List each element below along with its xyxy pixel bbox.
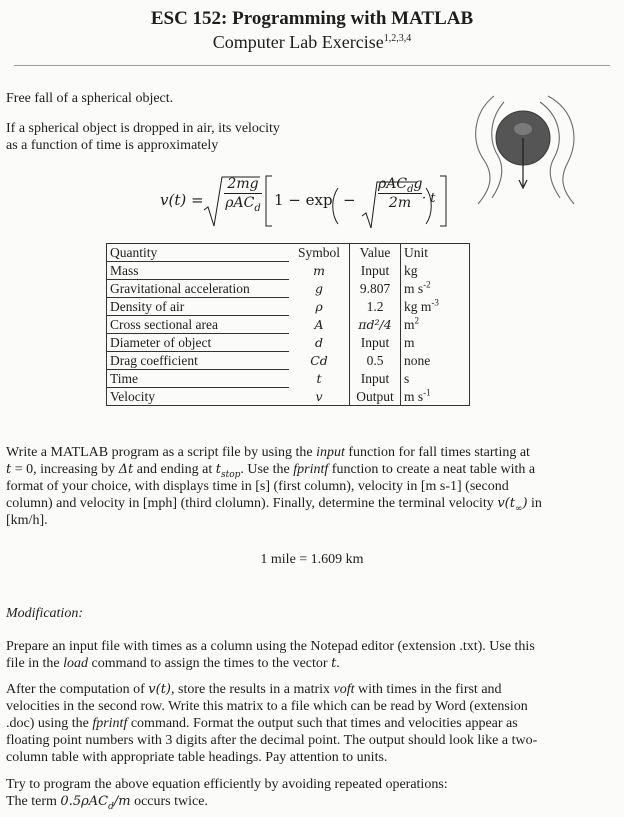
table-cell: Diameter of object	[107, 334, 290, 352]
formula-fraction-2: ρAC$_d$g 2m	[378, 176, 423, 211]
table-cell: t	[289, 370, 350, 388]
table-cell: 1.2	[350, 298, 401, 316]
table-row	[107, 316, 470, 334]
task-line-3: format of your choice, with displays time in [s] (first column), velocity in [m s-1] (second	[6, 479, 509, 494]
table-row	[107, 298, 470, 316]
header-symbol: Symbol	[289, 244, 350, 262]
formula-minus: −	[343, 191, 356, 209]
table-cell: m $s^{-1}$	[401, 388, 470, 406]
airflow-line-right-outer	[548, 96, 574, 204]
table-cell: Input	[350, 370, 401, 388]
airflow-line-left-outer	[476, 96, 494, 204]
table-cell: Drag coefficient	[107, 352, 290, 370]
velocity-formula	[160, 170, 450, 232]
formula-fraction-1: 2mg ρAC$_d$	[225, 176, 261, 214]
table-row	[107, 334, 470, 352]
table-cell: m	[401, 334, 470, 352]
table-cell: ρ	[289, 298, 350, 316]
quantities-table	[106, 243, 470, 406]
formula-lhs: v(t) =	[160, 191, 204, 209]
table-cell: s	[401, 370, 470, 388]
table-cell: Input	[350, 262, 401, 280]
intro-line-1: If a spherical object is dropped in air, its velocity	[6, 121, 280, 136]
table-row	[107, 280, 470, 298]
table-cell: Gravitational acceleration	[107, 280, 290, 298]
header-value: Value	[350, 244, 401, 262]
table-row	[107, 352, 470, 370]
table-cell: Density of air	[107, 298, 290, 316]
table-cell: Cd	[289, 352, 350, 370]
table-cell: none	[401, 352, 470, 370]
table-cell: m	[289, 262, 350, 280]
table-header-row	[107, 244, 470, 262]
table-cell: Input	[350, 334, 401, 352]
modification-paragraph-2: After the computation of v(t), store the results in a matrix voft with times in the first and velocities in the second row. Write this matrix to a file which can be read by Word (extension .doc) using the fprintf command. Format the output such that times and velocities appear as floating point numbers with 3 digits after the decimal point. The output should look like a two- column table with appropriate table headings. Pay attention to units.	[6, 682, 538, 765]
table-cell: m $s^{-2}$	[401, 280, 470, 298]
table-cell: 9.807	[350, 280, 401, 298]
header-unit: Unit	[401, 244, 470, 262]
task-paragraph	[6, 444, 618, 529]
table-row	[107, 262, 470, 280]
table-row	[107, 370, 470, 388]
formula-one-minus-exp: 1 − exp	[274, 191, 333, 209]
table-cell: Time	[107, 370, 290, 388]
modification-paragraph-3: Try to program the above equation efficiently by avoiding repeated operations: The term 0.5ρAC$_d$/m occurs twice.	[6, 777, 448, 812]
table-cell: $m^2$	[401, 316, 470, 334]
document-title: ESC 152: Programming with MATLAB	[150, 8, 474, 29]
table-cell: Mass	[107, 262, 290, 280]
mile-conversion: 1 mile = 1.609 km	[260, 552, 364, 567]
modification-paragraph-1: Prepare an input file with times as a column using the Notepad editor (extension .txt). Use this file in the load command to assign the times to the vector t.	[6, 639, 535, 671]
intro-heading: Free fall of a spherical object.	[6, 91, 174, 106]
table-cell: d	[289, 334, 350, 352]
sphere-highlight	[514, 123, 532, 135]
table-cell: kg $m^{-3}$	[401, 298, 470, 316]
task-line-5: [km/h].	[6, 513, 48, 528]
header-quantity: Quantity	[107, 244, 290, 262]
table-cell: v	[289, 388, 350, 406]
table-cell: 0.5	[350, 352, 401, 370]
table-cell: kg	[401, 262, 470, 280]
task-line-2: t = 0, increasing by Δt and ending at $t_{stop}$. Use the fprintf function to create a neat table with a	[6, 462, 536, 480]
table-cell: Velocity	[107, 388, 290, 406]
table-cell: πd²/4	[350, 316, 401, 334]
header-divider	[14, 65, 610, 66]
table-cell: Cross sectional area	[107, 316, 290, 334]
table-row	[107, 388, 470, 406]
intro-line-2: as a function of time is approximately	[6, 138, 219, 153]
task-line-1: Write a MATLAB program as a script file by using the input function for fall times starting at	[6, 445, 530, 460]
document-subtitle: Computer Lab Exercise$^{1,2,3,4}$	[212, 32, 412, 52]
modification-heading: Modification:	[6, 606, 83, 621]
falling-sphere-illustration	[466, 82, 586, 212]
table-cell: A	[289, 316, 350, 334]
table-cell: g	[289, 280, 350, 298]
task-line-4: column) and velocity in [mph] (third clolumn). Finally, determine the terminal velocity $v(t_\infty)$ in	[6, 496, 542, 514]
formula-times-t: · t	[422, 191, 436, 206]
table-cell: Output	[350, 388, 401, 406]
